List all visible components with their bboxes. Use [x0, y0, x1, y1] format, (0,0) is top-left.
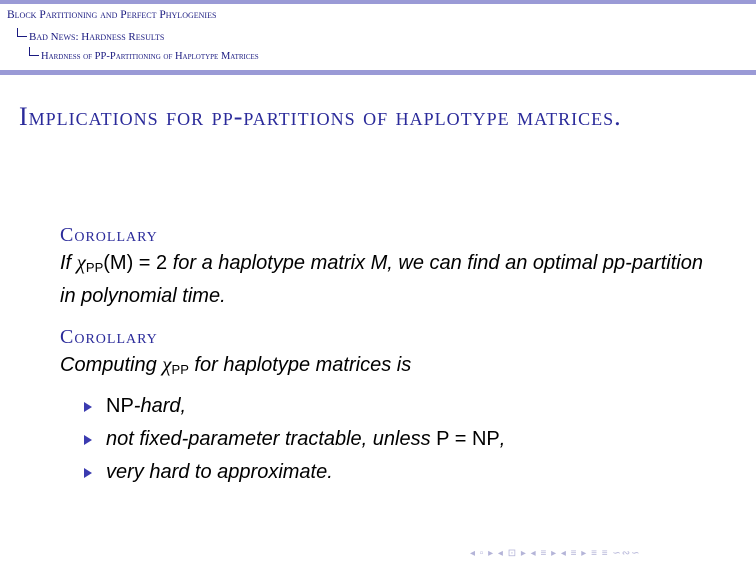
corollary-block-1	[60, 222, 710, 310]
math-expression: P = NP	[436, 428, 500, 450]
breadcrumb-subsection-row[interactable]	[17, 28, 164, 43]
subscript: PP	[85, 260, 104, 275]
breadcrumb-subsection: Bad News: Hardness Results	[29, 31, 165, 43]
text: for haplotype matrices is	[188, 354, 412, 376]
corollary-body	[60, 248, 710, 310]
frame-title: Implications for pp-partitions of haplotype matrices.	[19, 102, 622, 131]
text: ,	[499, 428, 506, 450]
text: If	[60, 252, 77, 274]
corollary-title: Corollary	[60, 326, 158, 348]
tree-connector-icon	[17, 28, 27, 37]
bullet-list	[60, 390, 710, 489]
breadcrumb-subsubsection: Hardness of PP-Partitioning of Haplotype Matrices	[41, 51, 259, 62]
list-item	[60, 423, 710, 456]
text: Computing	[60, 354, 163, 376]
text: not fixed-parameter tractable, unless	[106, 428, 437, 450]
breadcrumb-section[interactable]: Block Partitioning and Perfect Phylogenies	[7, 9, 217, 21]
corollary-title: Corollary	[60, 224, 158, 246]
text: very hard to approximate.	[106, 461, 333, 483]
text: -hard,	[133, 395, 187, 417]
breadcrumb-subsubsection-row[interactable]	[29, 47, 259, 62]
chi-symbol: χ	[76, 250, 86, 274]
tree-connector-icon	[29, 47, 39, 56]
corollary-body	[60, 350, 710, 384]
chi-symbol: χ	[162, 352, 172, 376]
bullet-triangle-icon	[84, 468, 92, 478]
list-item	[60, 456, 710, 489]
navigation-symbols[interactable]: ◂ ▫ ▸ ◂ ⊡ ▸ ◂ ≡ ▸ ◂ ≡ ▸ ≡ ≡ ∽∾∽	[470, 548, 641, 559]
math-np: NP	[106, 395, 134, 417]
bullet-triangle-icon	[84, 402, 92, 412]
list-item	[60, 390, 710, 423]
subscript: PP	[171, 362, 189, 377]
corollary-block-2	[60, 324, 710, 489]
bullet-triangle-icon	[84, 435, 92, 445]
text: for a haplotype matrix M, we can find an optimal pp-partition in polynomial time.	[60, 252, 703, 307]
math-expression: (M) = 2	[103, 252, 168, 274]
header-divider	[0, 70, 756, 75]
header-bar	[0, 0, 756, 4]
